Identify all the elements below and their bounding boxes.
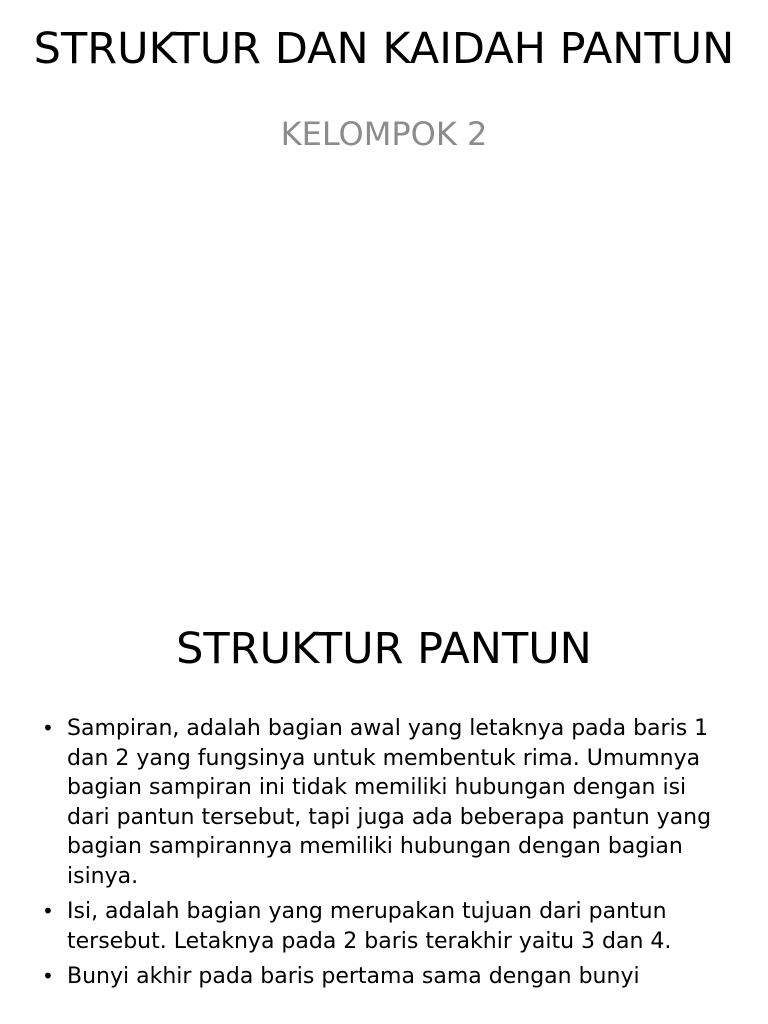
slide-title-heading: STRUKTUR DAN KAIDAH PANTUN bbox=[33, 24, 735, 74]
slide-subtitle: KELOMPOK 2 bbox=[280, 115, 488, 153]
bullet-dot-icon: • bbox=[42, 964, 54, 988]
bullet-text: Bunyi akhir pada baris pertama sama dengan bunyi bbox=[67, 964, 640, 989]
bullet-dot-icon: • bbox=[42, 716, 54, 740]
slide-struktur-pantun bbox=[0, 600, 768, 1024]
bullet-dot-icon: • bbox=[42, 899, 54, 923]
bullet-item bbox=[42, 962, 732, 992]
slide-heading: STRUKTUR PANTUN bbox=[176, 624, 592, 674]
bullet-text: Sampiran, adalah bagian awal yang letaknya pada baris 1 dan 2 yang fungsinya untuk membentuk rima. Umumnya bagian sampiran ini tidak memiliki hubungan dengan isi dari pantun tersebut, tapi juga ada beberapa pantun yang bagian sampirannya memiliki hubungan dengan bagian isinya. bbox=[67, 716, 712, 889]
bullet-item bbox=[42, 897, 732, 956]
bullet-list bbox=[42, 714, 732, 998]
bullet-text: Isi, adalah bagian yang merupakan tujuan dari pantun tersebut. Letaknya pada 2 baris terakhir yaitu 3 dan 4. bbox=[67, 899, 672, 954]
bullet-item bbox=[42, 714, 732, 891]
